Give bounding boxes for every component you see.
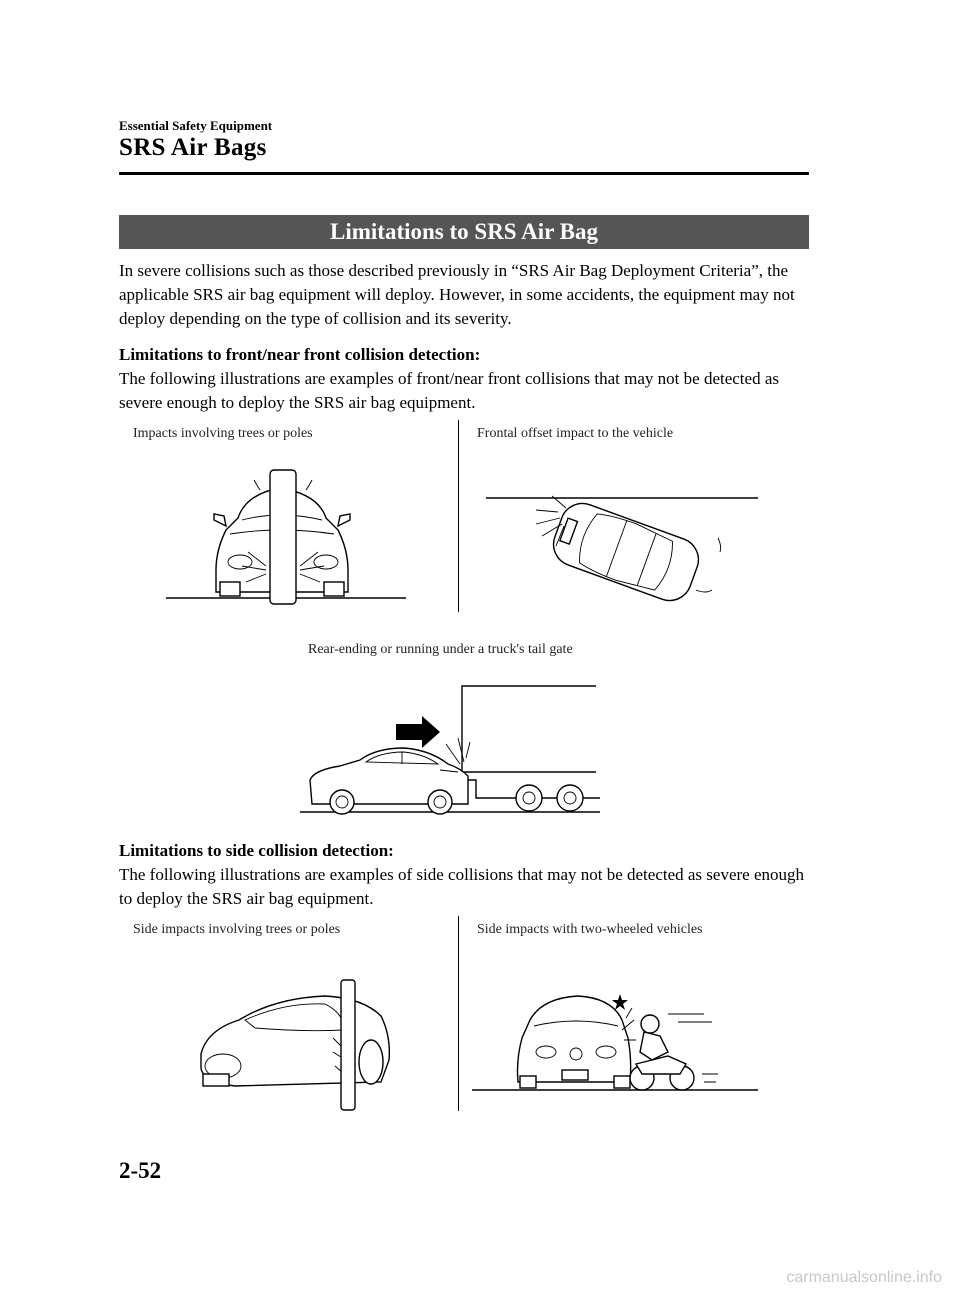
pole-front-impact-illustration bbox=[160, 470, 410, 610]
caption-trees-poles: Impacts involving trees or poles bbox=[133, 426, 313, 441]
side-collision-section bbox=[119, 839, 809, 911]
intro-paragraph: In severe collisions such as those described previously in “SRS Air Bag Deployment Criteria”, the applicable SRS air bag equipment will deploy. However, in some accidents, the equipment may not deploy depending on the type of collision and its severity. bbox=[119, 261, 795, 328]
side-collision-body: The following illustrations are examples of side collisions that may not be detected as severe enough to deploy the SRS air bag equipment. bbox=[119, 865, 805, 908]
caption-truck-tail-gate: Rear-ending or running under a truck's tail gate bbox=[308, 642, 573, 657]
frontal-offset-illustration bbox=[486, 490, 761, 612]
figure-divider bbox=[458, 420, 459, 612]
page-title: SRS Air Bags bbox=[119, 134, 267, 161]
caption-side-trees-poles: Side impacts involving trees or poles bbox=[133, 922, 341, 937]
page-number: 2-52 bbox=[119, 1158, 162, 1183]
truck-underride-illustration bbox=[300, 680, 610, 820]
motorcycle-side-impact-illustration bbox=[472, 990, 762, 1100]
section-banner: Limitations to SRS Air Bag bbox=[119, 215, 809, 249]
side-pole-impact-illustration bbox=[195, 980, 395, 1110]
caption-frontal-offset: Frontal offset impact to the vehicle bbox=[477, 426, 674, 441]
side-collision-heading: Limitations to side collision detection: bbox=[119, 841, 394, 860]
front-collision-heading: Limitations to front/near front collision detection: bbox=[119, 345, 481, 364]
front-collision-section bbox=[119, 343, 809, 415]
watermark: carmanualsonline.info bbox=[786, 1269, 942, 1286]
caption-two-wheeled: Side impacts with two-wheeled vehicles bbox=[477, 922, 703, 937]
front-collision-body: The following illustrations are examples of front/near front collisions that may not be detected as severe enough to deploy the SRS air bag equipment. bbox=[119, 369, 779, 412]
title-divider bbox=[119, 172, 809, 175]
side-figure-divider bbox=[458, 916, 459, 1111]
section-label: Essential Safety Equipment bbox=[119, 118, 273, 133]
